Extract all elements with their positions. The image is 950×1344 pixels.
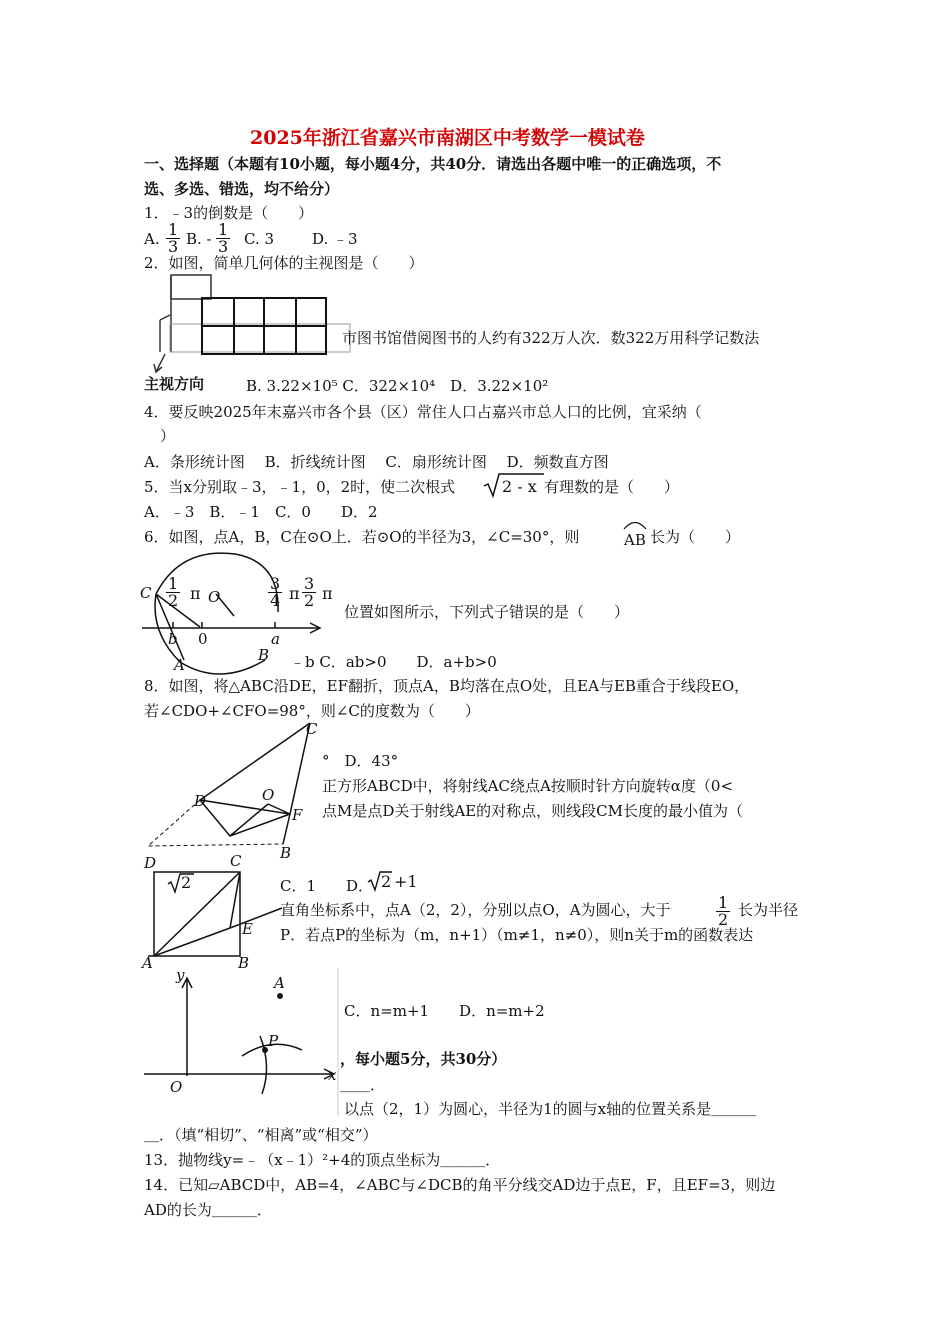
- q9-label-a: A: [142, 954, 153, 972]
- q9-line2: 点M是点D关于射线AE的对称点，则线段CM长度的最小值为（: [322, 802, 744, 820]
- q9-square-side-label: 2: [181, 873, 192, 892]
- q9-label-b: B: [238, 954, 250, 972]
- q6-pi-3: π: [322, 584, 333, 603]
- q8-label-o: O: [262, 786, 275, 804]
- q12-line1: 以点（2，1）为圆心，半径为1的圆与x轴的位置关系是＿＿＿: [344, 1100, 757, 1118]
- q6-option-fraction-1: $\frac{1}{2}$: [168, 574, 179, 610]
- q6-circle-figure: [140, 552, 300, 682]
- q9-line1: 正方形ABCD中，将射线AC绕点A按顺时针方向旋转α度（0<: [322, 777, 734, 795]
- q5-options: A．﹣3 B．﹣1 C．0 D．2: [144, 503, 378, 521]
- q7-label-a: a: [271, 630, 280, 648]
- q10-label-y: y: [176, 966, 185, 984]
- q1-option-d: D. ﹣3: [312, 230, 358, 248]
- q8-label-c: C: [306, 720, 318, 738]
- q8-option-d: ° D．43°: [322, 752, 399, 770]
- q10-label-a: A: [274, 974, 285, 992]
- q6-label-a: A: [174, 656, 185, 674]
- q9-options: C．1 D．: [280, 877, 374, 895]
- q1-option-b: B. -: [186, 230, 212, 248]
- q8-label-d: D: [194, 792, 207, 810]
- q6-pi-1: π: [190, 584, 201, 603]
- q12-line2: ＿．（填“相切”、“相离”或“相交”）: [144, 1126, 378, 1144]
- section1-heading-line1: 一、选择题（本题有10小题，每小题4分，共40分．请选出各题中唯一的正确选项，不: [144, 155, 722, 173]
- section1-heading-line2: 选、多选、错选，均不给分）: [144, 180, 340, 198]
- section2-heading-tail: ，每小题5分，共30分）: [340, 1050, 507, 1068]
- q9-label-e: E: [242, 920, 253, 938]
- q6-arc-label: AB: [624, 531, 646, 549]
- q10-fraction: $\frac{1}{2}$: [718, 893, 729, 929]
- q1-option-c: C. 3: [244, 230, 275, 248]
- q10-coordinate-figure: [142, 966, 342, 1096]
- q7-options: ﹣b C．ab>0 D．a+b>0: [290, 653, 497, 671]
- q9-label-d: D: [144, 854, 157, 872]
- q10-line2: P．若点P的坐标为（m，n+1）（m≠1，n≠0），则n关于m的函数表达: [280, 926, 754, 944]
- q8-label-b: B: [280, 844, 292, 862]
- arc-symbol: [622, 520, 648, 530]
- q1-option-a: A.: [144, 230, 160, 248]
- q1-stem: 1．﹣3的倒数是（ ）: [144, 204, 314, 222]
- q10-line1-tail: 长为半径: [738, 901, 799, 919]
- q8-label-f: F: [292, 806, 303, 824]
- q1-fraction-b: $\frac{1}{3}$: [218, 220, 229, 256]
- q4-stem-line1: 4．要反映2025年末嘉兴市各个县（区）常住人口占嘉兴市总人口的比例，宜采纳（: [144, 403, 702, 421]
- q8-stem-line1: 8．如图，将△ABC沿DE，EF翻折，顶点A，B均落在点O处，且EA与EB重合于线段EO，: [144, 677, 750, 695]
- page-title: 2025年浙江省嘉兴市南湖区中考数学一模试卷: [250, 127, 645, 149]
- q6-option-fraction-3: $\frac{3}{2}$: [304, 574, 315, 610]
- q3-stem-tail: 市图书馆借阅图书的人约有322万人次．数322万用科学记数法: [342, 329, 760, 347]
- q6-label-c: C: [140, 584, 152, 602]
- q7-stem-tail: 位置如图所示，下列式子错误的是（ ）: [344, 603, 630, 621]
- q6-option-fraction-2: $\frac{3}{4}$: [270, 574, 281, 610]
- q11-blank: ＿＿．: [340, 1076, 386, 1094]
- q7-label-b: b: [168, 630, 178, 648]
- q4-stem-line2: ）: [160, 427, 176, 445]
- q9-square-figure: [142, 852, 272, 972]
- q5-radicand: 2 - x: [502, 477, 537, 496]
- q14-line1: 14．已知▱ABCD中，AB=4，∠ABC与∠DCB的角平分线交AD边于点E，F，且EF=3，则边: [144, 1176, 776, 1194]
- q6-label-b: B: [258, 646, 270, 664]
- q7-label-zero: 0: [198, 630, 208, 648]
- q1-fraction-a: $\frac{1}{3}$: [168, 220, 179, 256]
- q9-option-d-plus: +1: [394, 872, 418, 891]
- q10-line1: 直角坐标系中，点A（2，2），分别以点O，A为圆心，大于: [280, 901, 671, 919]
- q6-pi-2: π: [289, 584, 300, 603]
- q3-options: B. 3.22×10⁵ C．322×10⁴ D．3.22×10²: [246, 377, 549, 395]
- q5-stem-a: 5．当x分别取﹣3，﹣1，0，2时，使二次根式: [144, 478, 456, 496]
- q4-options: A．条形统计图 B．折线统计图 C．扇形统计图 D．频数直方图: [144, 453, 609, 471]
- q2-view-direction-label: 主视方向: [144, 375, 205, 393]
- q10-label-x: x: [328, 1066, 337, 1084]
- q6-stem-a: 6．如图，点A，B，C在⊙O上．若⊙O的半径为3，∠C=30°，则: [144, 528, 580, 546]
- q10-label-p: P: [268, 1032, 279, 1050]
- q9-option-d-radicand: 2: [381, 872, 392, 891]
- q9-label-c: C: [230, 852, 242, 870]
- q6-stem-b: 长为（ ）: [650, 528, 741, 546]
- q10-label-o: O: [170, 1078, 183, 1096]
- q8-triangle-figure: [140, 718, 330, 862]
- q2-stem: 2．如图，简单几何体的主视图是（ ）: [144, 254, 424, 272]
- q7-number-line: [140, 618, 330, 648]
- q6-label-o: O: [208, 588, 221, 606]
- q13-text: 13．抛物线y=﹣（x﹣1）²+4的顶点坐标为＿＿＿．: [144, 1151, 501, 1169]
- q10-options: C．n=m+1 D．n=m+2: [344, 1002, 545, 1020]
- q8-stem-line2: 若∠CDO+∠CFO=98°，则∠C的度数为（ ）: [144, 702, 480, 720]
- q5-stem-b: 有理数的是（ ）: [544, 478, 680, 496]
- q2-answer-shapes: [200, 296, 330, 356]
- q14-line2: AD的长为＿＿＿．: [144, 1201, 272, 1219]
